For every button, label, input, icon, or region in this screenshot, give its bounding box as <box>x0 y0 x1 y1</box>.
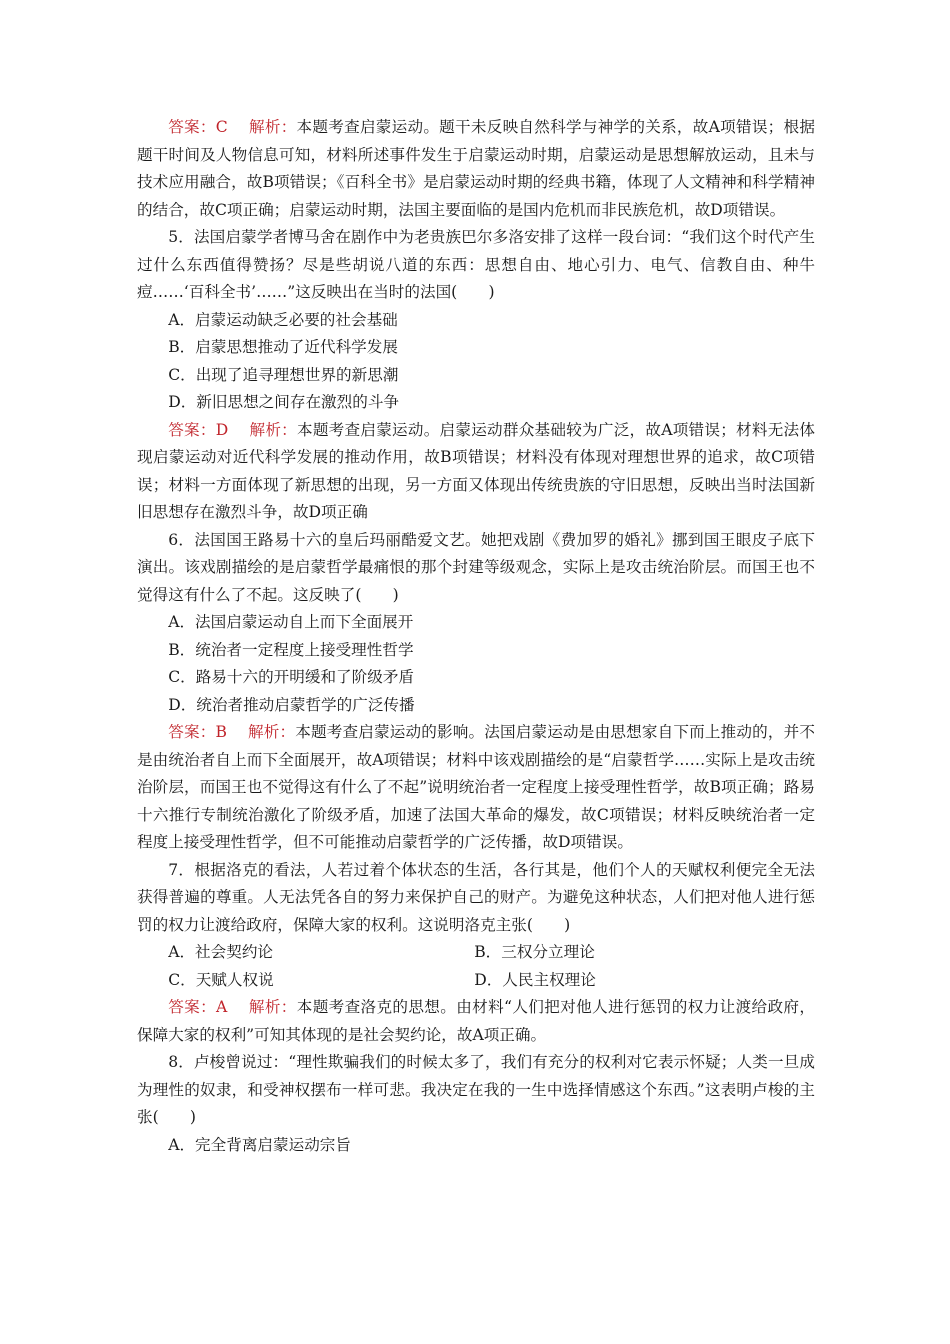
answer-value: D <box>215 420 229 439</box>
question-7-options-row-2 <box>137 967 815 995</box>
answer-label: 答案： <box>168 723 216 741</box>
analysis-text: 本题考查启蒙运动的影响。法国启蒙运动是由思想家自下而上推动的，并不是由统治者自上而下全面展开，故A项错误；材料中该戏剧描绘的是“启蒙哲学……实际上是攻击统治阶层，而国王也不觉得这有什么了不起”说明统治者一定程度上接受理性哲学，故B项正确；路易十六推行专制统治激化了阶级矛盾，加速了法国大革命的爆发，故C项错误；材料反映统治者一定程度上接受理性哲学，但不可能推动启蒙哲学的广泛传播，故D项错误。 <box>137 723 815 851</box>
question-6-option-b: B．统治者一定程度上接受理性哲学 <box>168 640 414 659</box>
answer-block-4 <box>137 114 815 224</box>
analysis-label: 解析： <box>248 998 297 1016</box>
analysis-text: 本题考查启蒙运动。题干未反映自然科学与神学的关系，故A项错误；根据题干时间及人物信息可知，材料所述事件发生于启蒙运动时期，启蒙运动是思想解放运动，且未与技术应用融合，故B项错误；《百科全书》是启蒙运动时期的经典书籍，体现了人文精神和科学精神的结合，故C项正确；启蒙运动时期，法国主要面临的是国内危机而非民族危机，故D项错误。 <box>137 118 815 219</box>
question-7-stem: 7．根据洛克的看法，人若过着个体状态的生活，各行其是，他们个人的天赋权利便完全无法获得普遍的尊重。人无法凭各自的努力来保护自己的财产。为避免这种状态，人们把对他人进行惩罚的权力让渡给政府，保障大家的权利。这说明洛克主张( ) <box>137 860 815 934</box>
analysis-label: 解析： <box>247 723 296 741</box>
answer-value: B <box>215 723 227 741</box>
analysis-text: 本题考查洛克的思想。由材料“人们把对他人进行惩罚的权力让渡给政府，保障大家的权利”可知其体现的是社会契约论，故A项正确。 <box>137 998 815 1044</box>
question-5-option-b: B．启蒙思想推动了近代科学发展 <box>168 338 398 356</box>
question-7-option-b: B．三权分立理论 <box>474 943 595 961</box>
answer-label: 答案： <box>168 998 217 1016</box>
question-7-options-row-1 <box>137 939 815 967</box>
answer-value: A <box>216 998 228 1016</box>
question-8-stem: 8．卢梭曾说过：“理性欺骗我们的时候太多了，我们有充分的权利对它表示怀疑；人类一旦成为理性的奴隶，和受神权摆布一样可悲。我决定在我的一生中选择情感这个东西。”这表明卢梭的主张( ) <box>137 1053 815 1126</box>
answer-block-7 <box>137 994 815 1049</box>
analysis-text: 本题考查启蒙运动。启蒙运动群众基础较为广泛，故A项错误；材料无法体现启蒙运动对近代科学发展的推动作用，故B项错误；材料没有体现对理想世界的追求，故C项错误；材料一方面体现了新思想的出现，另一方面又体现出传统贵族的守旧思想，反映出当时法国新旧思想存在激烈斗争，故D项正确 <box>137 420 815 521</box>
question-6-option-c: C．路易十六的开明缓和了阶级矛盾 <box>168 668 415 686</box>
answer-label: 答案： <box>168 420 216 439</box>
question-6-option-a: A．法国启蒙运动自上而下全面展开 <box>168 613 414 631</box>
answer-block-6 <box>137 719 815 857</box>
document-page <box>137 114 815 1159</box>
analysis-label: 解析： <box>249 420 298 439</box>
answer-block-5 <box>137 417 815 527</box>
question-5-option-a: A．启蒙运动缺乏必要的社会基础 <box>168 310 398 329</box>
answer-label: 答案： <box>168 118 216 136</box>
question-7-option-d: D．人民主权理论 <box>474 970 596 989</box>
question-8-option-a: A．完全背离启蒙运动宗旨 <box>168 1135 351 1154</box>
question-7-option-c: C．天赋人权说 <box>168 970 274 989</box>
question-5-option-d: D．新旧思想之间存在激烈的斗争 <box>168 393 400 411</box>
answer-value: C <box>215 118 228 136</box>
question-7-option-a: A．社会契约论 <box>168 943 274 961</box>
question-6-stem: 6．法国国王路易十六的皇后玛丽酷爱文艺。她把戏剧《费加罗的婚礼》挪到国王眼皮子底下演出。该戏剧描绘的是启蒙哲学最痛恨的那个封建等级观念，实际上是攻击统治阶层。而国王也不觉得这有什么了不起。这反映了( ) <box>137 530 815 604</box>
analysis-label: 解析： <box>249 118 297 136</box>
question-6-option-d: D．统治者推动启蒙哲学的广泛传播 <box>168 695 415 714</box>
question-5-stem: 5．法国启蒙学者博马舍在剧作中为老贵族巴尔多洛安排了这样一段台词：“我们这个时代产生过什么东西值得赞扬？尽是些胡说八道的东西：思想自由、地心引力、电气、信教自由、种牛痘……‘百科全书’……”这反映出在当时的法国( ) <box>137 228 815 301</box>
question-5-option-c: C．出现了追寻理想世界的新思潮 <box>168 365 399 384</box>
